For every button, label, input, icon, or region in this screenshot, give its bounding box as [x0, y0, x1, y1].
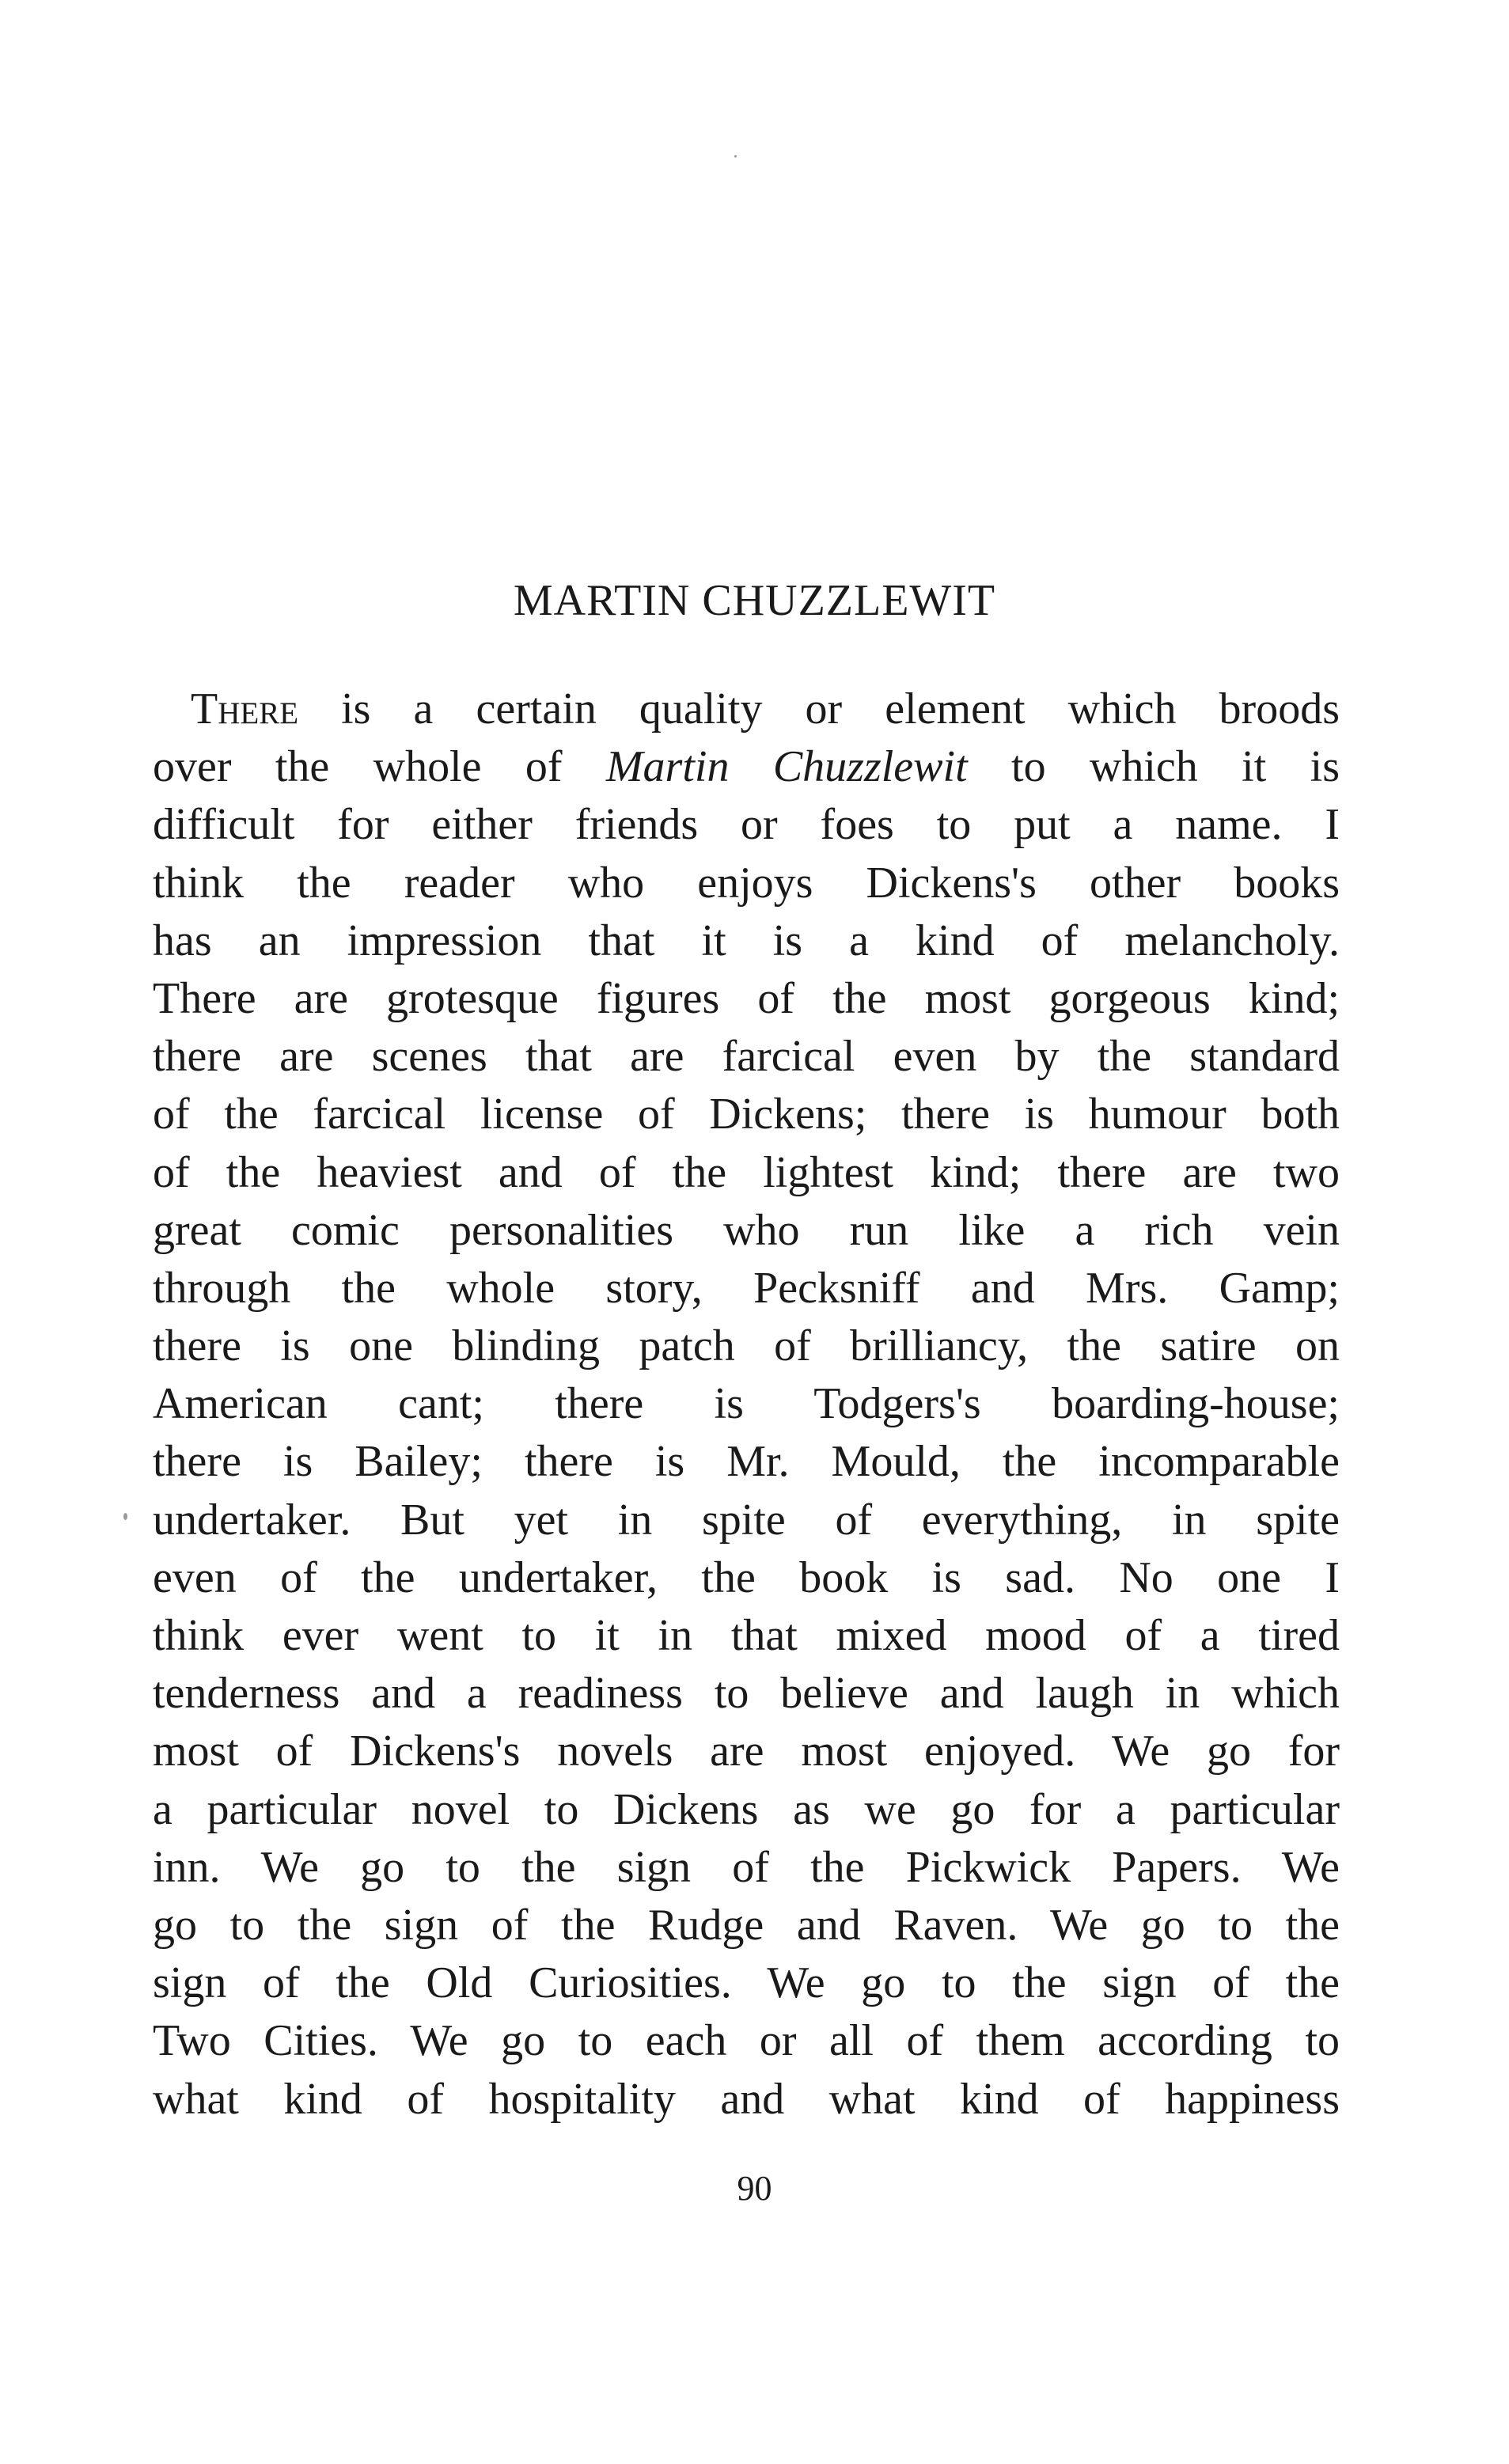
body-line: has an impression that it is a kind of melancholy.: [153, 915, 1340, 965]
lead-word: There: [191, 684, 299, 734]
body-line: There are grotesque figures of the most gorgeous kind;: [153, 973, 1340, 1023]
body-line: what kind of hospitality and what kind of happiness: [153, 2074, 1340, 2124]
body-line: Two Cities. We go to each or all of them according to: [153, 2016, 1340, 2066]
body-line: great comic personalities who run like a rich vein: [153, 1205, 1340, 1255]
body-line: [153, 680, 1340, 738]
body-line: think ever went to it in that mixed mood of a tired: [153, 1611, 1340, 1660]
body-line: tenderness and a readiness to believe and laugh in which: [153, 1669, 1340, 1719]
speck-top: [734, 155, 737, 157]
body-line: [153, 738, 1340, 796]
body-line: American cant; there is Todgers's boarding-house;: [153, 1379, 1340, 1429]
body-line: difficult for either friends or foes to put a name. I: [153, 800, 1340, 850]
first-line-rest: is a certain quality or element which broods: [298, 684, 1340, 734]
body-line: think the reader who enjoys Dickens's other books: [153, 858, 1340, 908]
body-line: of the heaviest and of the lightest kind; there are two: [153, 1147, 1340, 1197]
body-line: go to the sign of the Rudge and Raven. We go to the: [153, 1900, 1340, 1950]
body-line: a particular novel to Dickens as we go for a particular: [153, 1784, 1340, 1834]
speck-margin: [123, 1513, 127, 1520]
body-line: there is Bailey; there is Mr. Mould, the incomparable: [153, 1437, 1340, 1487]
body-line: undertaker. But yet in spite of everything, in spite: [153, 1495, 1340, 1545]
body-line: of the farcical license of Dickens; there is humour both: [153, 1090, 1340, 1139]
second-line-after: to which it is: [967, 742, 1340, 792]
page-number: 90: [737, 2169, 772, 2208]
chapter-title: MARTIN CHUZZLEWIT: [513, 576, 996, 625]
body-line: through the whole story, Pecksniff and Mrs. Gamp;: [153, 1263, 1340, 1313]
body-line: there is one blinding patch of brilliancy, the satire on: [153, 1321, 1340, 1371]
body-line: there are scenes that are farcical even by the standard: [153, 1032, 1340, 1082]
body-line: most of Dickens's novels are most enjoyed. We go for: [153, 1727, 1340, 1776]
book-title-italic: Martin Chuzzlewit: [605, 742, 968, 792]
chapter-body: [153, 680, 1340, 2129]
second-line-before: over the whole of: [153, 742, 606, 792]
body-line: sign of the Old Curiosities. We go to the sign of the: [153, 1958, 1340, 2008]
body-line: inn. We go to the sign of the Pickwick Papers. We: [153, 1842, 1340, 1892]
body-line: even of the undertaker, the book is sad. No one I: [153, 1552, 1340, 1602]
